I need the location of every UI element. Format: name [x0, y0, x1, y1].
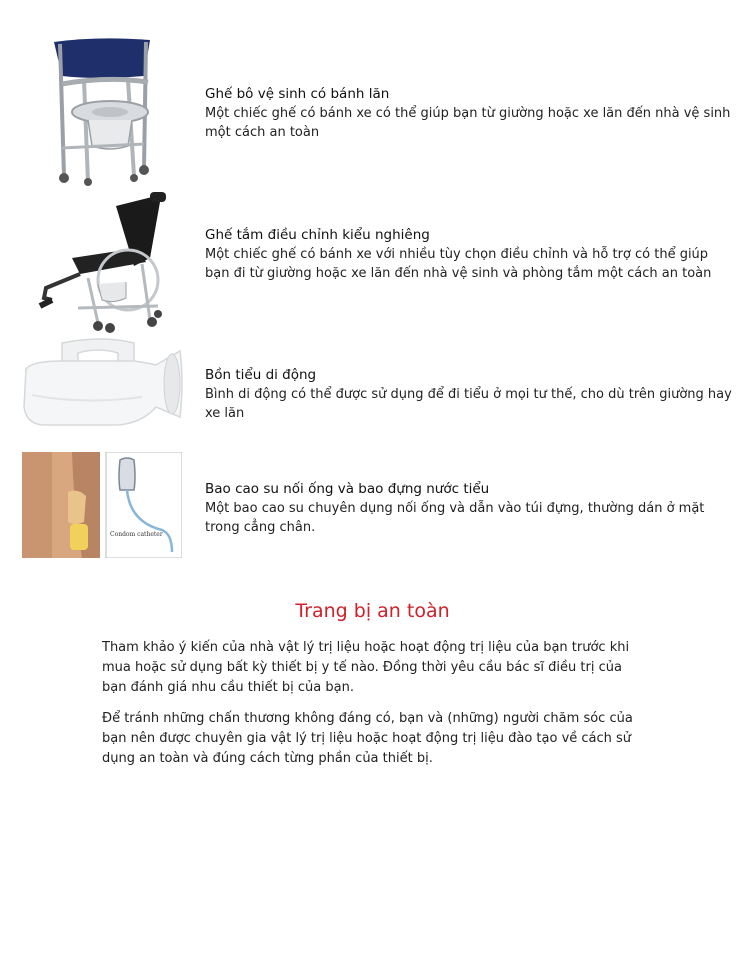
item-title: Ghế bô vệ sinh có bánh lăn: [205, 86, 390, 102]
item-description: Một chiếc ghế có bánh xe với nhiều tùy chọn điều chỉnh và hỗ trợ có thể giúp bạn đi từ giường hoặc xe lăn đến nhà vệ sinh và phòng tắm một cách an toàn: [205, 247, 712, 281]
item-description: Bình di động có thể được sử dụng để đi tiểu ở mọi tư thế, cho dù trên giường hay xe lăn: [205, 387, 732, 421]
item-description: Một bao cao su chuyên dụng nối ống và dẫn vào túi đựng, thường dán ở mặt trong cẳng chân.: [205, 501, 705, 535]
item-title: Bao cao su nối ống và bao đựng nước tiểu: [205, 481, 490, 497]
item-title: Bồn tiểu di động: [205, 367, 317, 383]
condom-catheter-image: [22, 452, 182, 558]
paragraph: Để tránh những chấn thương không đáng có, bạn và (những) người chăm sóc của bạn nên được chuyên gia vật lý trị liệu hoặc hoạt động trị liệu đào tạo về cách sử dụng an toàn và đúng cách từng phần của thiết bị.: [102, 711, 633, 766]
item-title: Ghế tắm điều chỉnh kiểu nghiêng: [205, 227, 430, 243]
section-title: Trang bị an toàn: [295, 600, 450, 622]
image-caption: Condom catheter: [110, 531, 163, 538]
item-description: Một chiếc ghế có bánh xe có thể giúp bạn từ giường hoặc xe lăn đến nhà vệ sinh một cách an toàn: [205, 106, 731, 140]
paragraph: Tham khảo ý kiến của nhà vật lý trị liệu hoặc hoạt động trị liệu của bạn trước khi mua hoặc sử dụng bất kỳ thiết bị y tế nào. Đồng thời yêu cầu bác sĩ điều trị của bạn đánh giá nhu cầu thiết bị của bạn.: [102, 640, 630, 695]
tilt-shower-chair-image: [38, 188, 170, 333]
commode-chair-image: [48, 36, 158, 186]
portable-urinal-image: [22, 335, 184, 430]
